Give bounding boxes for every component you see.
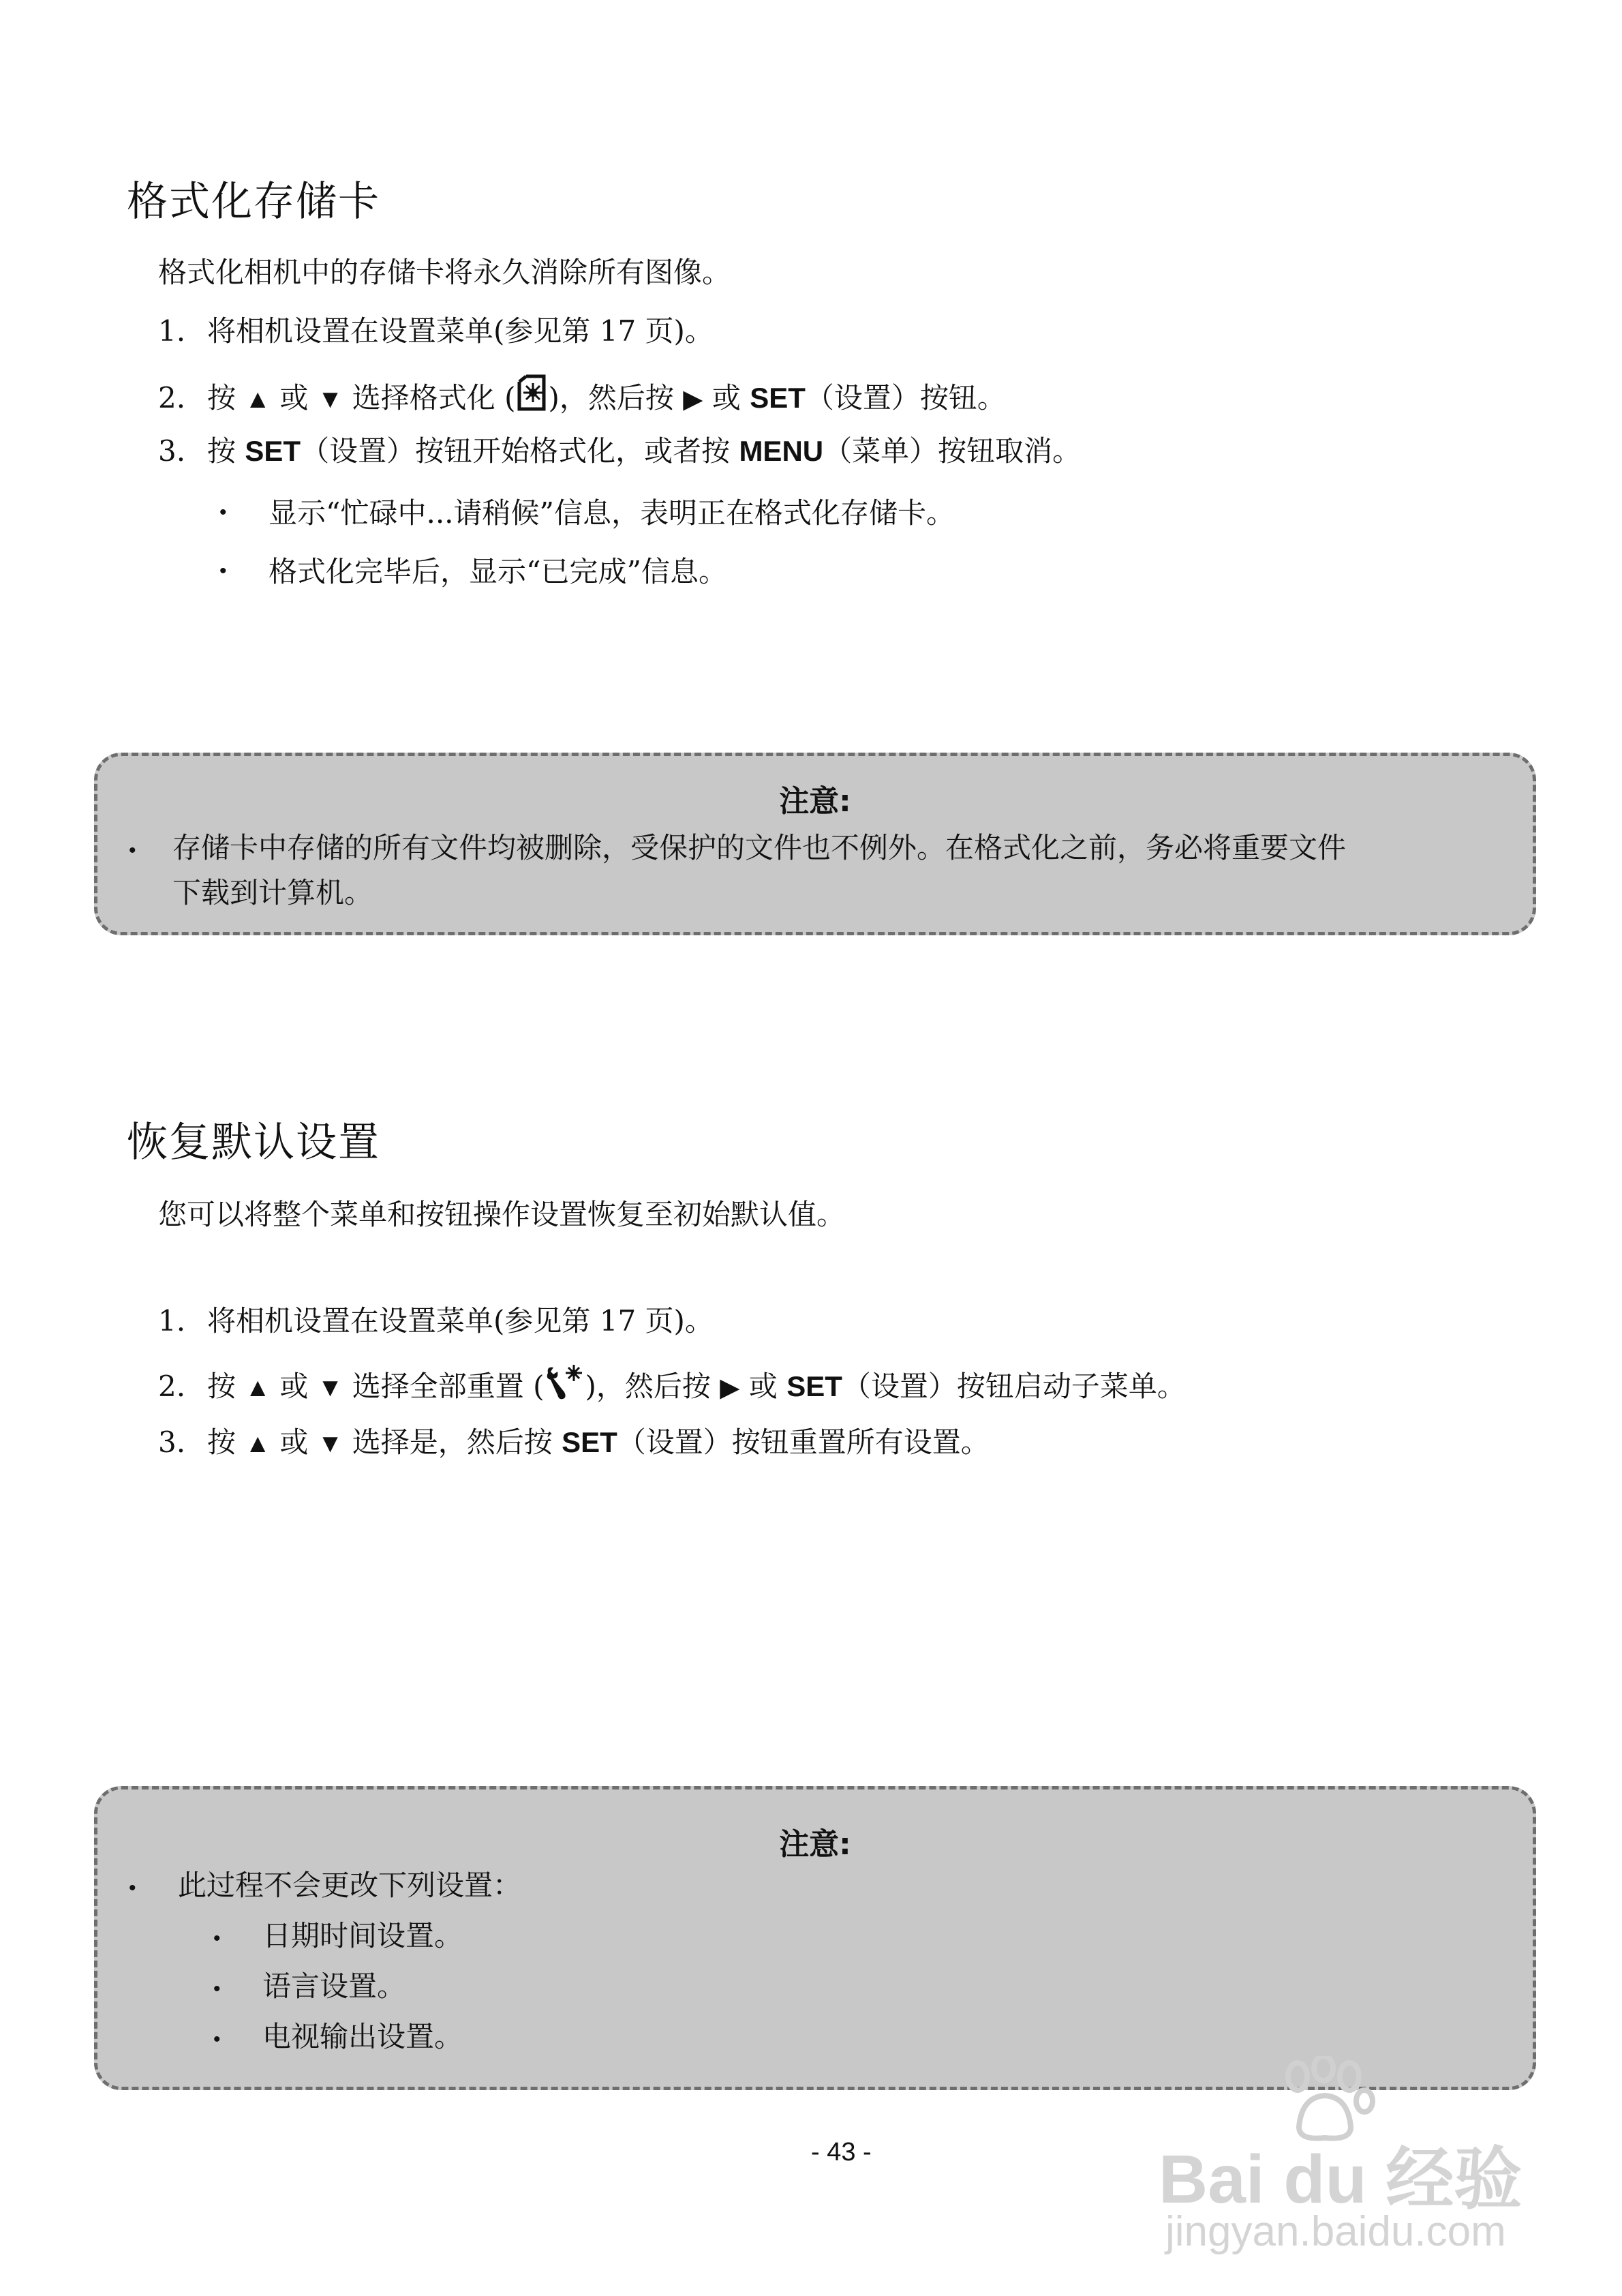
up-arrow-icon: ▲	[245, 1430, 271, 1458]
note-title: 注意:	[779, 784, 851, 819]
set-key-label: SET	[786, 1370, 842, 1402]
section-title-reset: 恢复默认设置	[127, 1119, 380, 1166]
note-text-line-2: 下载到计算机。	[172, 876, 373, 909]
down-arrow-icon: ▼	[317, 1430, 343, 1458]
reset-step-3: 3. 按 ▲ 或 ▼ 选择是，然后按 SET（设置）按钮重置所有设置。	[158, 1425, 990, 1459]
format-step-1: 1. 将相机设置在设置菜单(参见第 17 页)。	[158, 314, 714, 348]
note-sub-bullet: •	[213, 2028, 221, 2051]
format-card-icon	[515, 372, 548, 421]
up-arrow-icon: ▲	[245, 385, 271, 414]
note-sub-bullet: •	[213, 1978, 221, 2000]
watermark-brand: Bai du 经验	[1159, 2141, 1522, 2218]
watermark-url: jingyan.baidu.com	[1165, 2208, 1506, 2255]
note-bullet: •	[129, 1877, 136, 1899]
right-arrow-icon: ▶	[683, 385, 703, 414]
note-text-line-1: 此过程不会更改下列设置：	[178, 1869, 522, 1902]
note-box-reset	[94, 1786, 1536, 2090]
down-arrow-icon: ▼	[317, 385, 343, 414]
note-sub-item: 日期时间设置。	[262, 1919, 463, 1952]
up-arrow-icon: ▲	[245, 1374, 271, 1402]
reset-step-2: 2. 按 ▲ 或 ▼ 选择全部重置 ( )，然后按 ▶ 或 SET（设置）按钮启动子菜单。	[158, 1363, 1186, 1410]
note-bullet: •	[129, 839, 136, 862]
note-box-format	[94, 753, 1536, 935]
format-step-2: 2. 按 ▲ 或 ▼ 选择格式化 ( )，然后按 ▶ 或 SET（设置）按钮。	[158, 372, 1006, 421]
reset-intro: 您可以将整个菜单和按钮操作设置恢复至初始默认值。	[158, 1198, 846, 1231]
page-number: - 43 -	[811, 2138, 872, 2166]
set-key-label: SET	[750, 382, 806, 414]
baidu-watermark	[1159, 2056, 1540, 2261]
set-key-label: SET	[562, 1426, 617, 1458]
set-key-label: SET	[245, 435, 301, 467]
reset-step-1: 1. 将相机设置在设置菜单(参见第 17 页)。	[158, 1304, 714, 1338]
note-text-line-1: 存储卡中存储的所有文件均被删除，受保护的文件也不例外。在格式化之前，务必将重要文件	[172, 831, 1347, 864]
right-arrow-icon: ▶	[720, 1374, 740, 1402]
reset-wrench-icon	[544, 1363, 585, 1410]
note-sub-item: 语言设置。	[262, 1969, 406, 2003]
note-sub-bullet: •	[213, 1927, 221, 1950]
section-title-format: 格式化存储卡	[127, 178, 380, 226]
format-bullet-1: • 显示“忙碌中...请稍候”信息，表明正在格式化存储卡。	[219, 496, 955, 530]
note-sub-item: 电视输出设置。	[262, 2020, 463, 2053]
down-arrow-icon: ▼	[317, 1374, 343, 1402]
format-step-3: 3. 按 SET（设置）按钮开始格式化，或者按 MENU（菜单）按钮取消。	[158, 434, 1082, 468]
format-bullet-2: • 格式化完毕后，显示“已完成”信息。	[219, 555, 727, 588]
note-title: 注意:	[779, 1827, 851, 1862]
menu-key-label: MENU	[739, 435, 824, 467]
format-intro: 格式化相机中的存储卡将永久消除所有图像。	[158, 256, 731, 289]
